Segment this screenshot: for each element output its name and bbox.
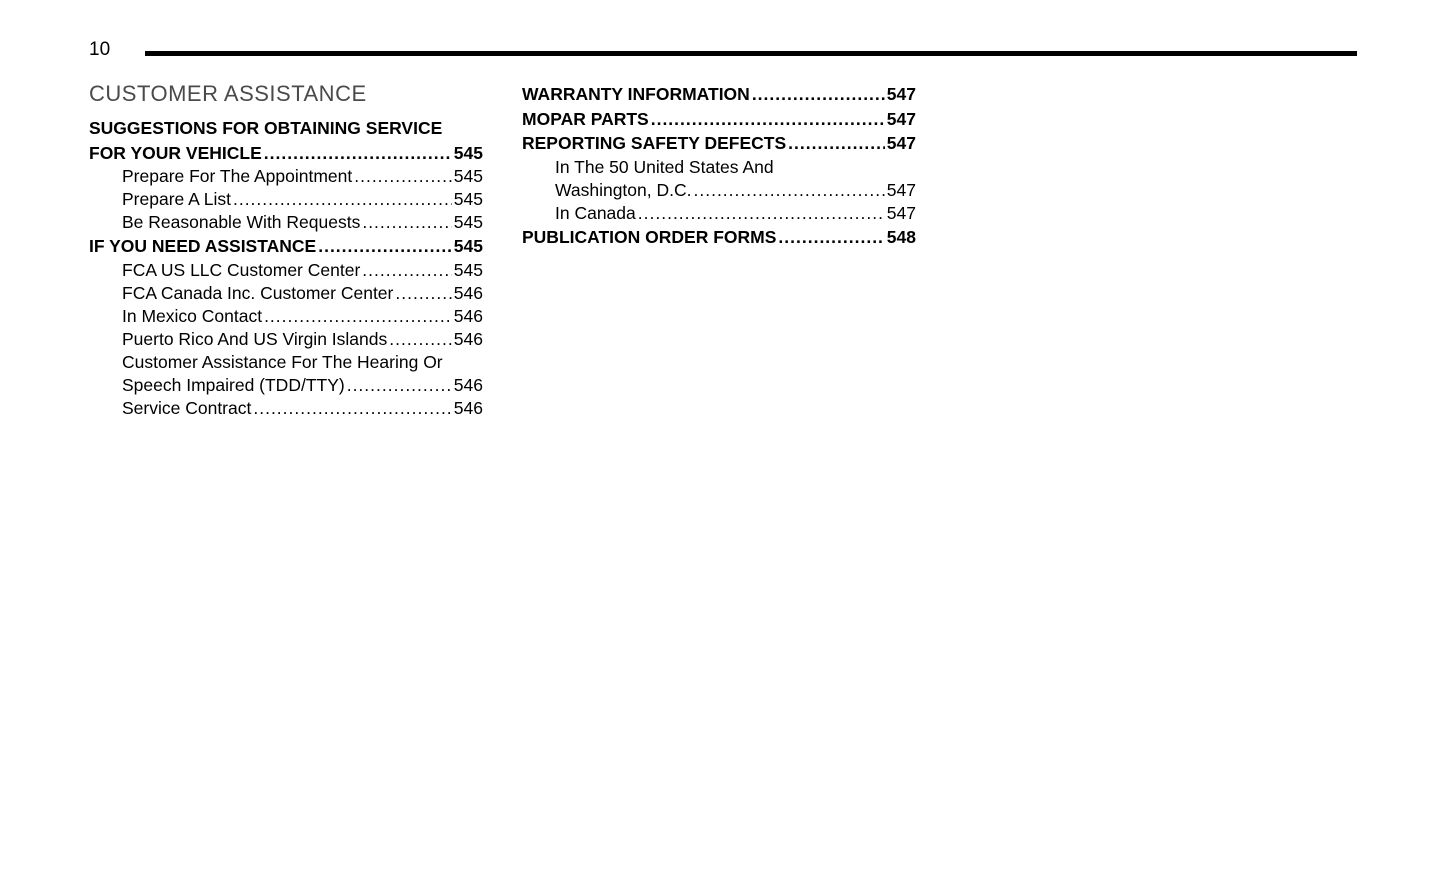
toc-entry-label: In The 50 United States And bbox=[555, 156, 774, 177]
dot-leader bbox=[354, 165, 452, 188]
toc-entry-suggestions[interactable] bbox=[89, 141, 483, 166]
toc-page-number: 545 bbox=[453, 189, 483, 209]
toc-entry-warranty[interactable] bbox=[522, 82, 916, 107]
toc-page-number: 547 bbox=[886, 108, 916, 129]
toc-entry-label: REPORTING SAFETY DEFECTS bbox=[522, 133, 787, 153]
toc-page-number: 546 bbox=[453, 305, 483, 326]
toc-entry-label: PUBLICATION ORDER FORMS bbox=[522, 226, 777, 247]
dot-leader bbox=[638, 202, 885, 225]
toc-right-column bbox=[522, 82, 916, 249]
dot-leader bbox=[752, 82, 885, 107]
toc-entry-fca-us[interactable] bbox=[89, 259, 483, 282]
toc-entry-label: SUGGESTIONS FOR OBTAINING SERVICE bbox=[89, 118, 443, 138]
dot-leader bbox=[347, 374, 452, 397]
page-number: 10 bbox=[89, 39, 111, 60]
toc-entry-label: Washington, D.C. bbox=[555, 179, 692, 200]
toc-entry-label: IF YOU NEED ASSISTANCE bbox=[89, 236, 317, 256]
toc-entry-suggestions-line1[interactable] bbox=[89, 116, 483, 141]
dot-leader bbox=[233, 188, 452, 211]
toc-entry-prepare-list[interactable] bbox=[89, 188, 483, 211]
toc-entry-label: FCA Canada Inc. Customer Center bbox=[122, 282, 394, 303]
toc-page-number: 545 bbox=[453, 259, 483, 280]
toc-entry-hearing-line1[interactable] bbox=[89, 351, 483, 374]
dot-leader bbox=[362, 259, 452, 282]
toc-entry-canada[interactable] bbox=[522, 202, 916, 225]
toc-entry-label: MOPAR PARTS bbox=[522, 108, 649, 129]
toc-entry-label: FCA US LLC Customer Center bbox=[122, 259, 361, 280]
toc-entry-label: Puerto Rico And US Virgin Islands bbox=[122, 328, 388, 349]
header-rule bbox=[145, 51, 1357, 56]
dot-leader bbox=[264, 141, 452, 166]
toc-page-number: 547 bbox=[886, 179, 916, 200]
dot-leader bbox=[318, 234, 452, 259]
toc-entry-need-assistance[interactable] bbox=[89, 234, 483, 259]
dot-leader bbox=[264, 305, 452, 328]
toc-page-number: 546 bbox=[453, 374, 483, 395]
toc-entry-label: Be Reasonable With Requests bbox=[122, 212, 361, 232]
toc-left-column bbox=[89, 116, 483, 420]
toc-entry-label: FOR YOUR VEHICLE bbox=[89, 142, 262, 163]
toc-page-number: 545 bbox=[453, 236, 483, 256]
toc-page-number: 545 bbox=[453, 166, 483, 186]
toc-entry-be-reasonable[interactable] bbox=[89, 211, 483, 234]
toc-entry-service-contract[interactable] bbox=[89, 397, 483, 420]
toc-entry-label: Service Contract bbox=[122, 397, 252, 418]
toc-page-number: 546 bbox=[453, 328, 483, 349]
toc-entry-us[interactable] bbox=[522, 179, 916, 202]
toc-entry-label: In Canada bbox=[555, 202, 636, 223]
toc-page-number: 545 bbox=[453, 142, 483, 163]
toc-entry-us-line1[interactable] bbox=[522, 156, 916, 179]
toc-entry-hearing[interactable] bbox=[89, 374, 483, 397]
toc-page-number: 546 bbox=[453, 397, 483, 418]
toc-entry-label: In Mexico Contact bbox=[122, 305, 263, 326]
dot-leader bbox=[389, 328, 452, 351]
dot-leader bbox=[788, 131, 885, 156]
dot-leader bbox=[694, 179, 885, 202]
toc-entry-puerto-rico[interactable] bbox=[89, 328, 483, 351]
toc-page-number: 547 bbox=[886, 202, 916, 223]
toc-entry-label: Prepare A List bbox=[122, 189, 231, 209]
dot-leader bbox=[395, 282, 451, 305]
dot-leader bbox=[253, 397, 451, 420]
dot-leader bbox=[362, 211, 451, 234]
toc-entry-safety-defects[interactable] bbox=[522, 131, 916, 156]
toc-entry-mexico[interactable] bbox=[89, 305, 483, 328]
toc-page-number: 545 bbox=[453, 212, 483, 232]
toc-entry-label: Prepare For The Appointment bbox=[122, 166, 353, 186]
dot-leader bbox=[651, 107, 885, 132]
toc-entry-prepare-appointment[interactable] bbox=[89, 165, 483, 188]
toc-page-number: 548 bbox=[886, 226, 916, 247]
toc-entry-mopar[interactable] bbox=[522, 107, 916, 132]
section-title: CUSTOMER ASSISTANCE bbox=[89, 81, 367, 106]
toc-page-number: 546 bbox=[453, 282, 483, 303]
toc-entry-label: Speech Impaired (TDD/TTY) bbox=[122, 374, 345, 395]
toc-entry-label: Customer Assistance For The Hearing Or bbox=[122, 351, 443, 372]
toc-page-number: 547 bbox=[886, 84, 916, 104]
toc-page-number: 547 bbox=[886, 133, 916, 153]
toc-entry-fca-canada[interactable] bbox=[89, 282, 483, 305]
toc-entry-publication[interactable] bbox=[522, 225, 916, 250]
toc-entry-label: WARRANTY INFORMATION bbox=[522, 84, 750, 104]
dot-leader bbox=[778, 225, 884, 250]
